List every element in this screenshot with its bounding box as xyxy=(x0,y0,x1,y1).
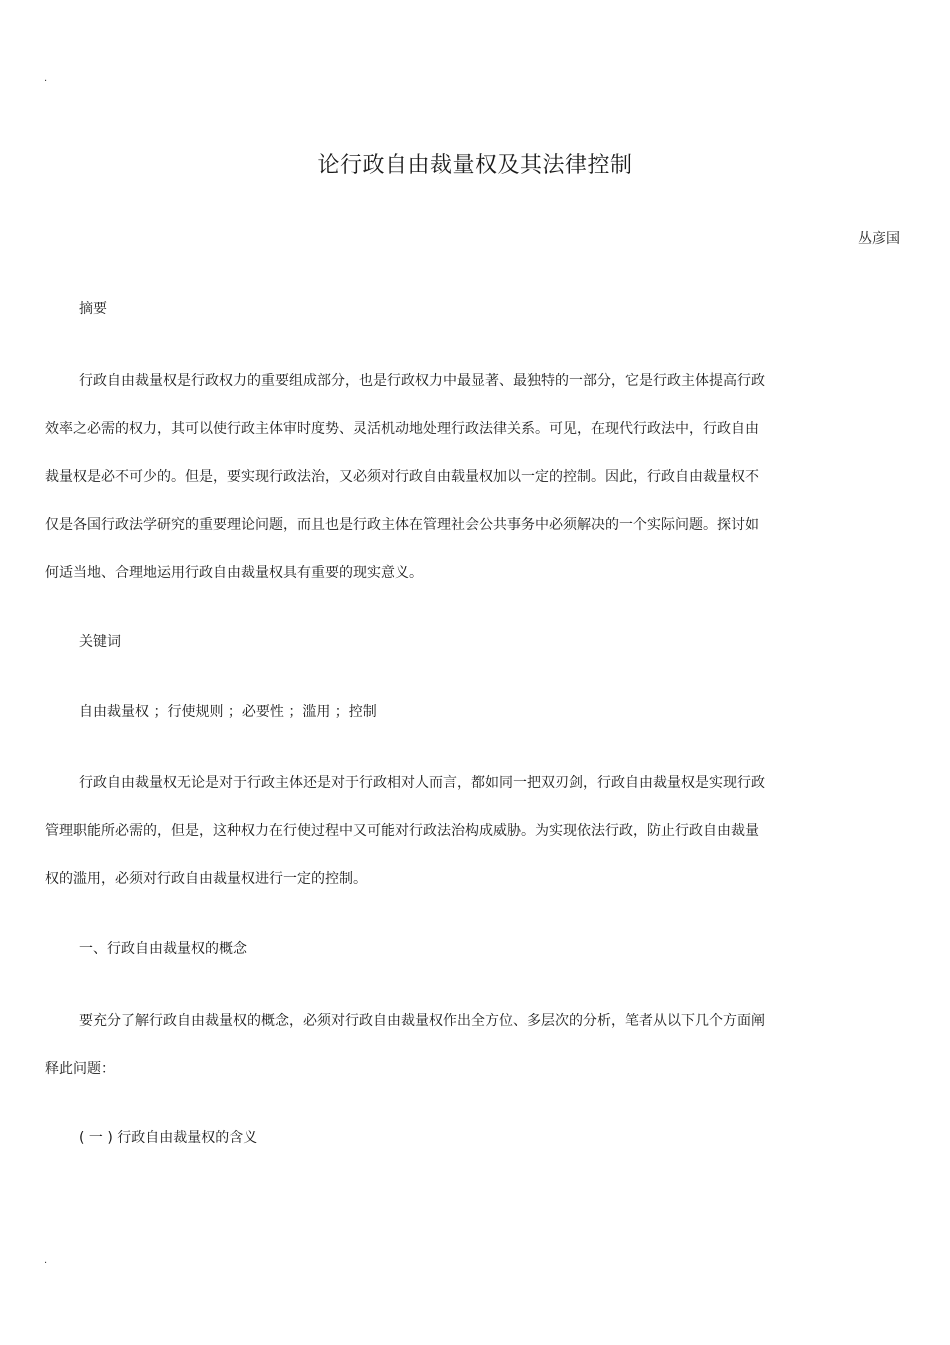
section-heading: 一、行政自由裁量权的概念 xyxy=(79,941,247,957)
bottom-page-mark: . xyxy=(44,1255,48,1266)
abstract-line: 裁量权是必不可少的。但是，要实现行政法治，又必须对行政自由载量权加以一定的控制。因此，行政自由裁量权不 xyxy=(45,469,759,485)
abstract-heading: 摘要 xyxy=(79,301,107,317)
document-title: 论行政自由裁量权及其法律控制 xyxy=(317,153,633,178)
abstract-line: 效率之必需的权力，其可以使行政主体审时度势、灵活机动地处理行政法律关系。可见，在现代行政法中，行政自由 xyxy=(45,421,759,437)
keywords-heading: 关键词 xyxy=(79,634,121,650)
abstract-line: 何适当地、合理地运用行政自由裁量权具有重要的现实意义。 xyxy=(45,565,423,581)
top-page-mark: . xyxy=(44,73,48,84)
author-name: 丛彦国 xyxy=(858,231,900,247)
intro-line: 权的滥用，必须对行政自由裁量权进行一定的控制。 xyxy=(45,871,367,887)
abstract-line: 仅是各国行政法学研究的重要理论问题，而且也是行政主体在管理社会公共事务中必须解决的一个实际问题。探讨如 xyxy=(45,517,759,533)
subsection-heading: ( 一 ) 行政自由裁量权的含义 xyxy=(79,1130,258,1146)
keywords-list: 自由裁量权 ；行使规则 ；必要性 ；滥用 ；控制 xyxy=(79,704,377,720)
intro-line: 行政自由裁量权无论是对于行政主体还是对于行政相对人而言，都如同一把双刃剑，行政自由裁量权是实现行政 xyxy=(79,775,765,791)
section-body-line: 释此问题： xyxy=(45,1061,115,1077)
abstract-line: 行政自由裁量权是行政权力的重要组成部分，也是行政权力中最显著、最独特的一部分，它是行政主体提高行政 xyxy=(79,373,765,389)
intro-line: 管理职能所必需的，但是，这种权力在行使过程中又可能对行政法治构成威胁。为实现依法行政，防止行政自由裁量 xyxy=(45,823,759,839)
section-body-line: 要充分了解行政自由裁量权的概念，必须对行政自由裁量权作出全方位、多层次的分析，笔者从以下几个方面阐 xyxy=(79,1013,765,1029)
